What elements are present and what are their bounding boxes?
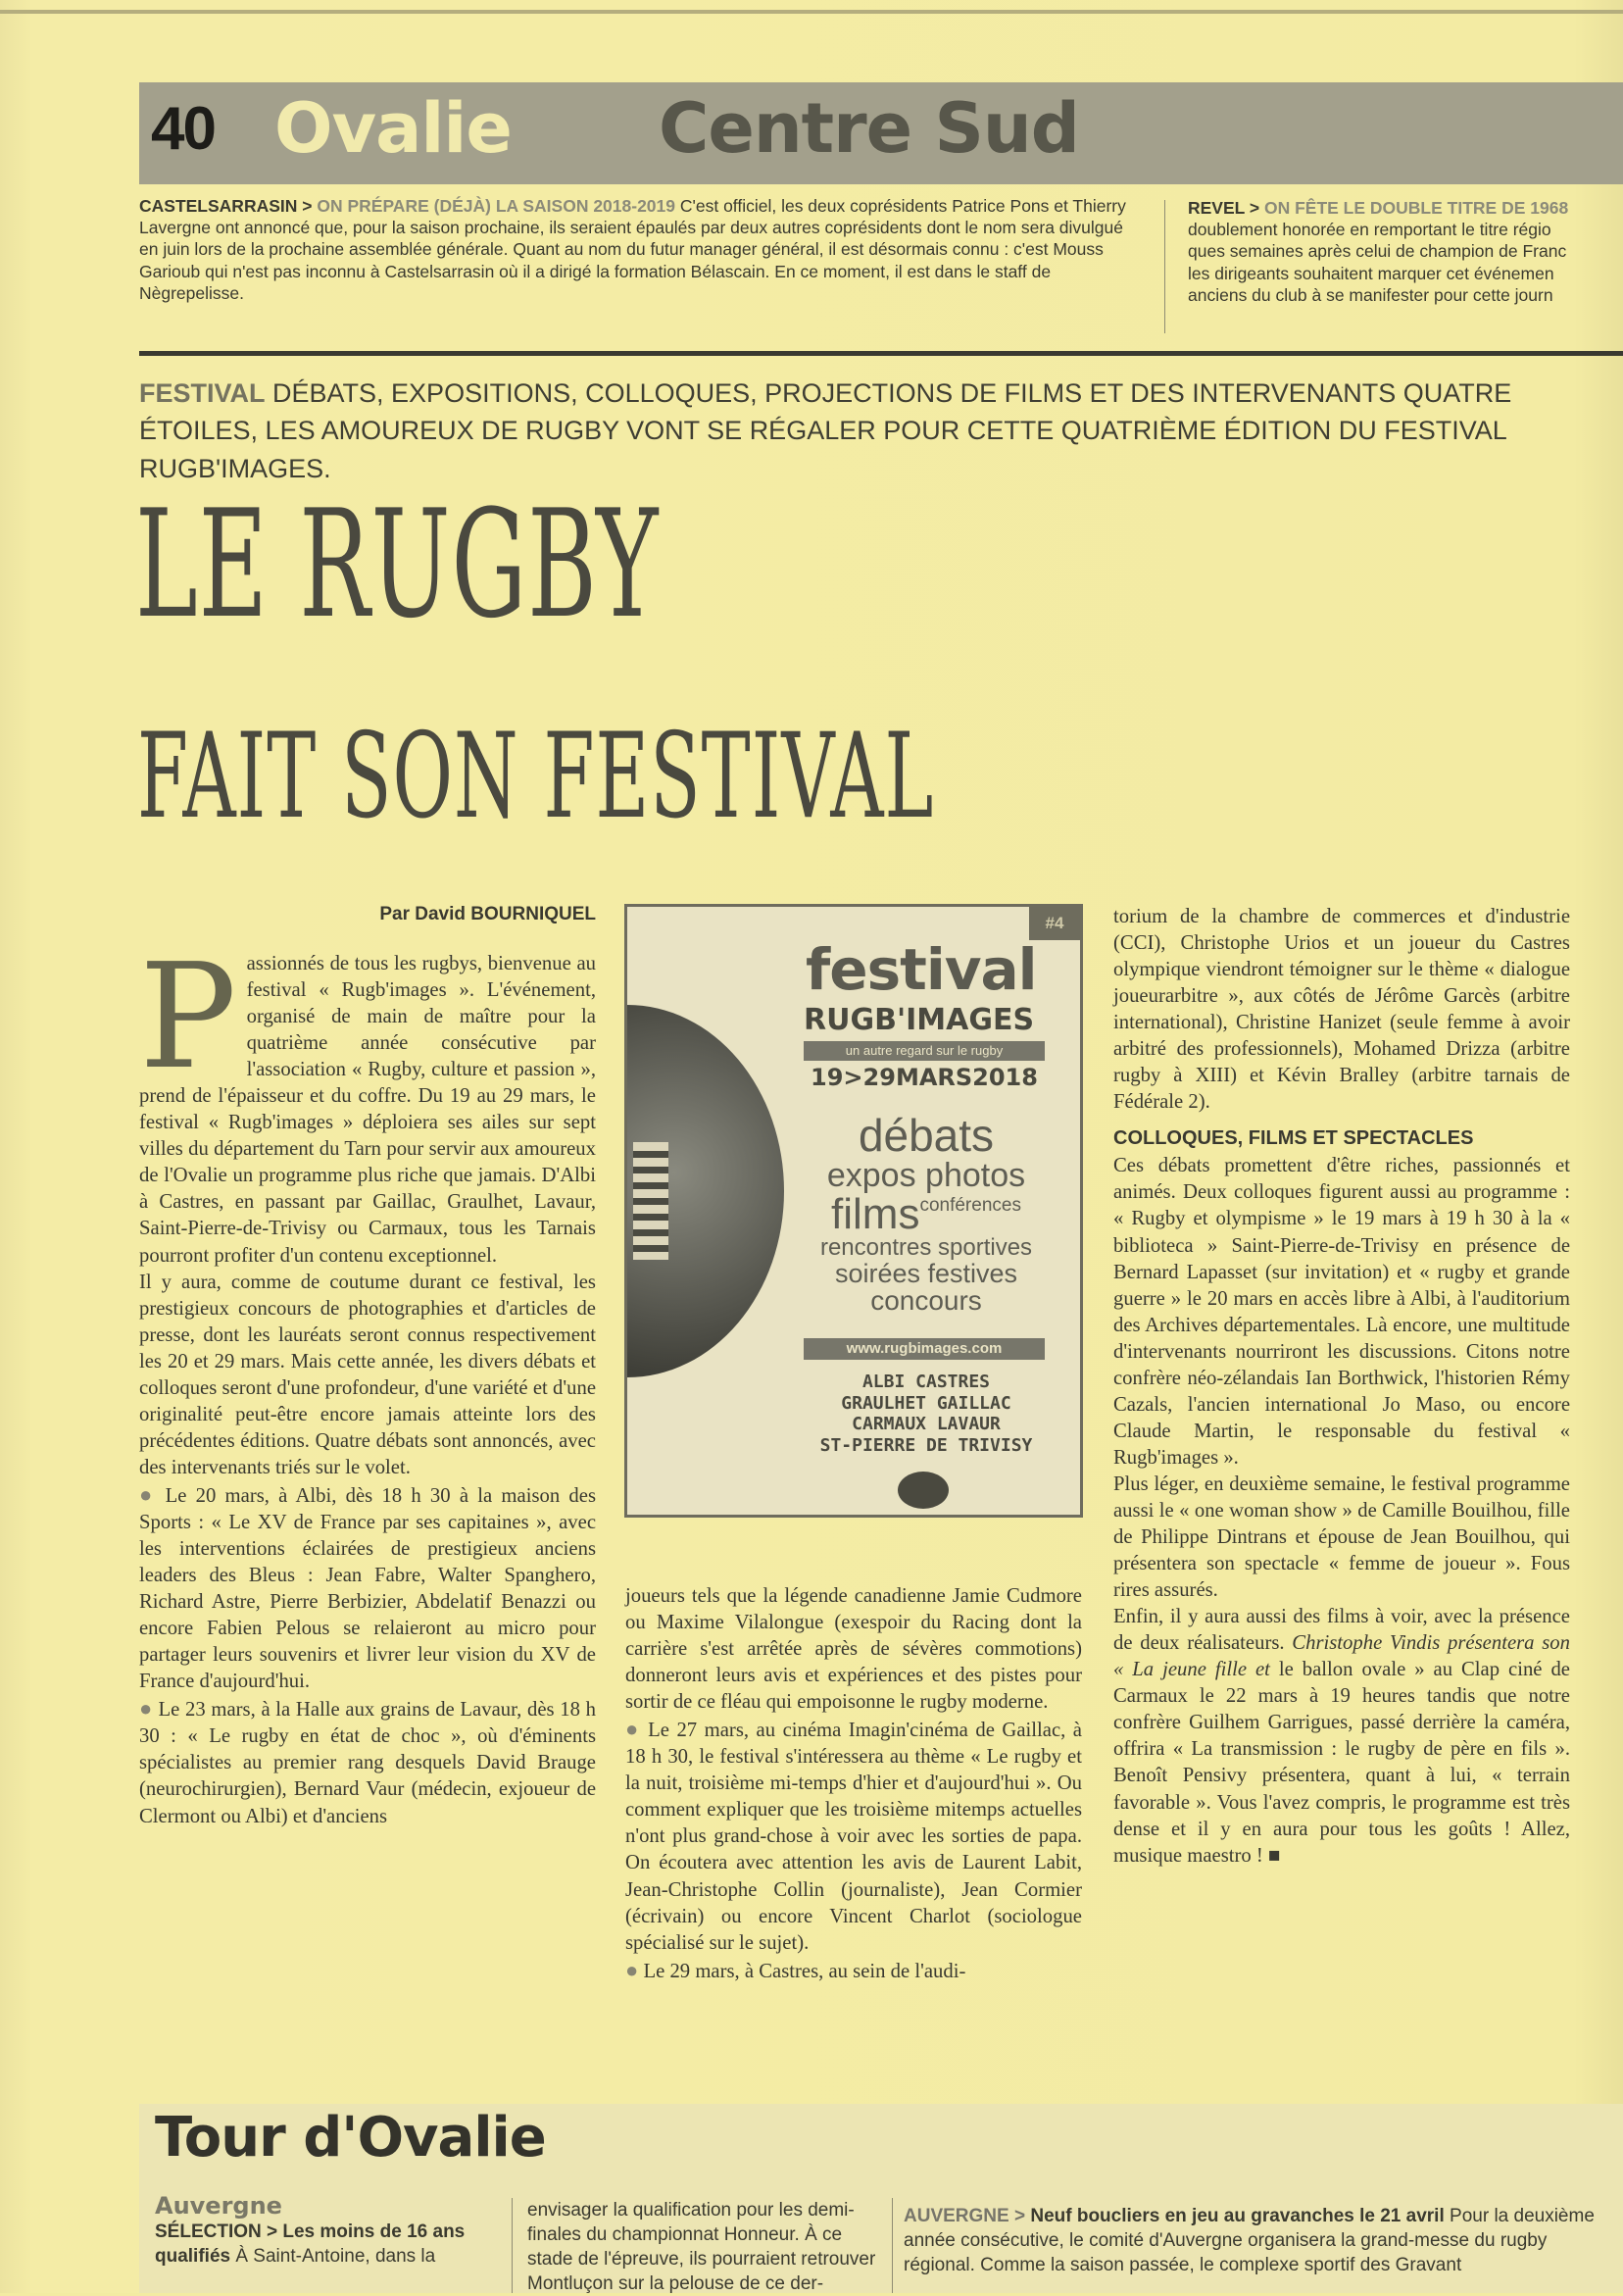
paragraph: Plus léger, en deuxième semaine, le festival programme aussi le « one woman show » de Camille Bouilhou, fille de Philippe Dintrans et épouse de Jean Bouilhou, qui présentera son spectacle « femme de joueur ». Fous rires assurés. (1113, 1472, 1570, 1602)
bullet-icon: ● (625, 1957, 639, 1982)
headline-line-2: FAIT SON FESTIVAL (137, 706, 935, 845)
brief-lead-place: CASTELSARRASIN > (139, 196, 318, 216)
section-title-ovalie: Ovalie (274, 88, 512, 169)
subheading: COLLOQUES, FILMS ET SPECTACLES (1113, 1127, 1474, 1150)
article-column-2 (625, 1583, 1082, 1985)
poster-city: ST-PIERRE DE TRIVISY (819, 1434, 1033, 1456)
poster-url: www.rugbimages.com (804, 1338, 1045, 1360)
column-divider (1164, 200, 1165, 333)
poster-item: concours (870, 1285, 982, 1317)
tour-brief-lead: SÉLECTION > Les moins de 16 ans qualifiés (155, 2221, 466, 2268)
region-heading: Auvergne (155, 2192, 282, 2220)
poster-item: débats (858, 1110, 995, 1161)
paragraph: Le 20 mars, à Albi, dès 18 h 30 à la maison des Sports : « Le XV de France par ses capitaines », avec les interventions éclairées de prestigieux anciens leaders des Bleus : Jean Fabre, Walter Spanghero, Richard Astre, Pierre Berbizier, Abdelatif Benazzi ou encore Fabien Pelous se relaieront au micro pour partager leurs souvenirs et livrer leur vision du XV de France d'aujourd'hui. (139, 1484, 596, 1693)
brief-text: C'est officiel, les deux coprésidents Patrice Pons et Thierry Lavergne ont annoncé que, pour la saison prochaine, ils seraient épaulés par deux autres coprésidents dont le nom sera divulgué en juin lors de la prochaine assemblée générale. Quant au nom du futur manager général, il est désormais connu : c'est Mouss Garioub qui n'est pas inconnu à Castelsarrasin où il a dirigé la formation Bélascain. En ce moment, il est dans le staff de Nègrepelisse. (139, 196, 1126, 303)
drop-cap: P (139, 932, 237, 1101)
byline: Par David BOURNIQUEL (379, 904, 596, 924)
page-number: 40 (151, 95, 215, 163)
tour-brief-key: AUVERGNE > (904, 2206, 1031, 2226)
column-divider (512, 2198, 513, 2293)
brief-lead-title: ON FÊTE LE DOUBLE TITRE DE 1968 (1263, 198, 1569, 218)
article-deck (139, 374, 1599, 487)
poster-cities (794, 1372, 1058, 1456)
deck-label: FESTIVAL (139, 378, 266, 408)
section-title-region: Centre Sud (659, 88, 1079, 169)
paragraph: Le 23 mars, à la Halle aux grains de Lavaur, dès 18 h 30 : « Le rugby en état de choc », où d'éminents spécialistes au premier rang desquels David Brauge (neurochirurgien), Bernard Vaur (médecin, exjoueur de Clermont ou Albi) et d'anciens (139, 1699, 596, 1827)
poster-program-list (794, 1110, 1058, 1317)
top-border (0, 10, 1623, 14)
paragraph: torium de la chambre de commerces et d'industrie (CCI), Christophe Urios et un joueur du Castres olympique viendront témoigner sur le thème « dialogue joueurarbitre », aux côtés de Jérôme Garcès (arbitre international), Christine Hanizet (seule femme à avoir arbitré des professionnels), Mohamed Drizza (arbitre rugby à XIII) et Kévin Bralley (arbitre tarnais de Fédérale 2). (1113, 906, 1570, 1114)
article-column-1 (139, 904, 596, 1830)
ball-seam (633, 1142, 668, 1260)
paragraph: le ballon ovale » au Clap ciné de Carmaux le 22 mars à 19 heures tandis que notre confrère Guilhem Garrigues, passé derrière la caméra, offrira « La transmission : le rugby de père en fils ». Benoît Pensivy présentera, quant à lui, « terrain favorable ». Vous l'avez compris, le programme est très dense et il y en aura pour tous les goûts ! Allez, musique maestro ! ■ (1113, 1659, 1570, 1867)
paragraph: Le 27 mars, au cinéma Imagin'cinéma de Gaillac, à 18 h 30, le festival s'intéressera au thème « Le rugby et la nuit, troisième mi-temps d'hier et d'aujourd'hui ». Ou comment expliquer que les troisième mitemps actuelles n'ont plus grand-chose à voir avec les sorties de papa. On écoutera avec attention les avis de Laurent Labit, Jean-Christophe Collin (journaliste), Jean Cormier (écrivain) ou encore Vincent Charlot (sociologue spécialisé sur le sujet). (625, 1720, 1082, 1954)
paragraph: assionnés de tous les rugbys, bienvenue au festival « Rugb'images ». L'événement, organisé de main de maître pour la quatrième année consécutive par l'association « Rugby, culture et passion », prend de l'épaisseur et du coffre. Du 19 au 29 mars, le festival « Rugb'images » déploiera ses ailes sur sept villes du département du Tarn pour servir aux amoureux de l'Ovalie un programme plus riche que jamais. D'Albi à Castres, en passant par Gaillac, Graulhet, Lavaur, Saint-Pierre-de-Trivisy ou Carmaux, tous les Tarnais pourront profiter d'un contenu exceptionnel. (139, 953, 596, 1267)
poster-item: expos photos (826, 1156, 1026, 1194)
tour-brief-2: envisager la qualification pour les demi-finales du championnat Honneur. À ce stade de l'épreuve, ils pourraient retrouver Montluçon sur la pelouse de ce der- (527, 2200, 876, 2295)
poster-name: RUGB'IMAGES (804, 1003, 1035, 1037)
poster-item: films (831, 1189, 920, 1238)
deck-text: DÉBATS, EXPOSITIONS, COLLOQUES, PROJECTIONS DE FILMS ET DES INTERVENANTS QUATRE ÉTOILES, LES AMOUREUX DE RUGBY VONT SE RÉGALER POUR CETTE QUATRIÈME ÉDITION DU FESTIVAL RUGB'IMAGES. (139, 378, 1512, 483)
tour-brief-3 (904, 2204, 1611, 2277)
poster-edition: #4 (1029, 907, 1080, 940)
festival-poster (624, 904, 1083, 1518)
paragraph: Ces débats promettent d'être riches, passionnés et animés. Deux colloques figurent aussi au programme : « Rugby et olympisme » le 19 mars à 19 h 30 à la « biblioteca » Saint-Pierre-de-Trivisy en présence de Bernard Lapasset (sur invitation) et « rugby et grande guerre » le 20 mars en accès libre à Albi, à l'auditorium des Archives départementales. Là encore, une multitude d'intervenants nourriront les discussions. Citons notre confrère néo-zélandais Ian Borthwick, l'historien Rémy Cazals, l'ancien international Jo Maso, ou encore Claude Martin, le responsable du festival « Rugb'images ». (1113, 1155, 1570, 1469)
poster-city: GRAULHET GAILLAC (841, 1392, 1011, 1414)
brief-castelsarrasin (139, 195, 1129, 304)
tour-brief-text: Pour la deuxième année consécutive, le comité d'Auvergne organisera la grand-messe du rugby régional. Comme la saison passée, le complexe sportif des Gravant (904, 2206, 1595, 2276)
brief-lead-title: ON PRÉPARE (DÉJÀ) LA SAISON 2018-2019 (317, 196, 676, 216)
tour-brief-text: À Saint-Antoine, dans la (230, 2246, 436, 2268)
brief-line: les dirigeants souhaitent marquer cet événemen (1188, 263, 1554, 283)
section-header-band (139, 82, 1623, 184)
brief-line: anciens du club à se manifester pour cette journ (1188, 284, 1553, 305)
paragraph: Le 29 mars, à Castres, au sein de l'audi- (638, 1960, 966, 1982)
poster-title: festival (806, 936, 1037, 1003)
club-logo-icon (898, 1472, 949, 1509)
bullet-icon: ● (139, 1696, 153, 1722)
brief-lead-place: REVEL > (1188, 198, 1264, 218)
brief-revel (1188, 197, 1623, 306)
poster-city: ALBI CASTRES (861, 1372, 991, 1392)
headline-line-1: LE RUGBY (135, 477, 660, 652)
poster-tagline: un autre regard sur le rugby (804, 1041, 1045, 1061)
paragraph: joueurs tels que la légende canadienne Jamie Cudmore ou Maxime Vilalongue (exespoir du Racing dont la carrière s'est arrêtée après de sévères commotions) donneront leurs avis et expériences et des pistes pour sortir de ce fléau qui empoisonne le rugby moderne. (625, 1585, 1082, 1714)
brief-line: doublement honorée en remportant le titre régio (1188, 220, 1551, 240)
bullet-icon: ● (625, 1717, 641, 1742)
poster-city: CARMAUX LAVAUR (852, 1414, 1001, 1435)
paragraph: Enfin, il y aura aussi des films à voir, avec la présence de deux réalisateurs. (1113, 1606, 1570, 1655)
brief-line: ques semaines après celui de champion de Franc (1188, 241, 1567, 262)
paragraph: Il y aura, comme de coutume durant ce festival, les prestigieux concours de photographies et d'articles de presse, dont les lauréats seront connus respectivement les 20 et 29 mars. Mais cette année, les divers débats et colloques seront d'une profondeur, d'une variété et d'une originalité peut-être encore jamais atteinte lors des précédentes éditions. Quatre débats sont annoncés, avec des intervenants triés sur le volet. (139, 1271, 596, 1478)
poster-item: conférences (919, 1194, 1021, 1216)
tour-brief-lead: Neuf boucliers en jeu au gravanches le 21 avril (1030, 2206, 1445, 2226)
tour-brief-1 (155, 2220, 500, 2269)
paragraph-italic: Christophe Vindis présentera son « La jeune fille et (1113, 1632, 1570, 1681)
article-column-3 (1113, 904, 1570, 1870)
poster-item: rencontres sportives (819, 1234, 1033, 1262)
poster-item: soirées festives (834, 1258, 1018, 1288)
column-divider (892, 2198, 893, 2293)
poster-dates: 19>29MARS2018 (811, 1064, 1038, 1091)
bullet-icon: ● (139, 1481, 157, 1507)
section-rule (139, 351, 1623, 356)
tour-ovalie-title: Tour d'Ovalie (155, 2106, 546, 2170)
